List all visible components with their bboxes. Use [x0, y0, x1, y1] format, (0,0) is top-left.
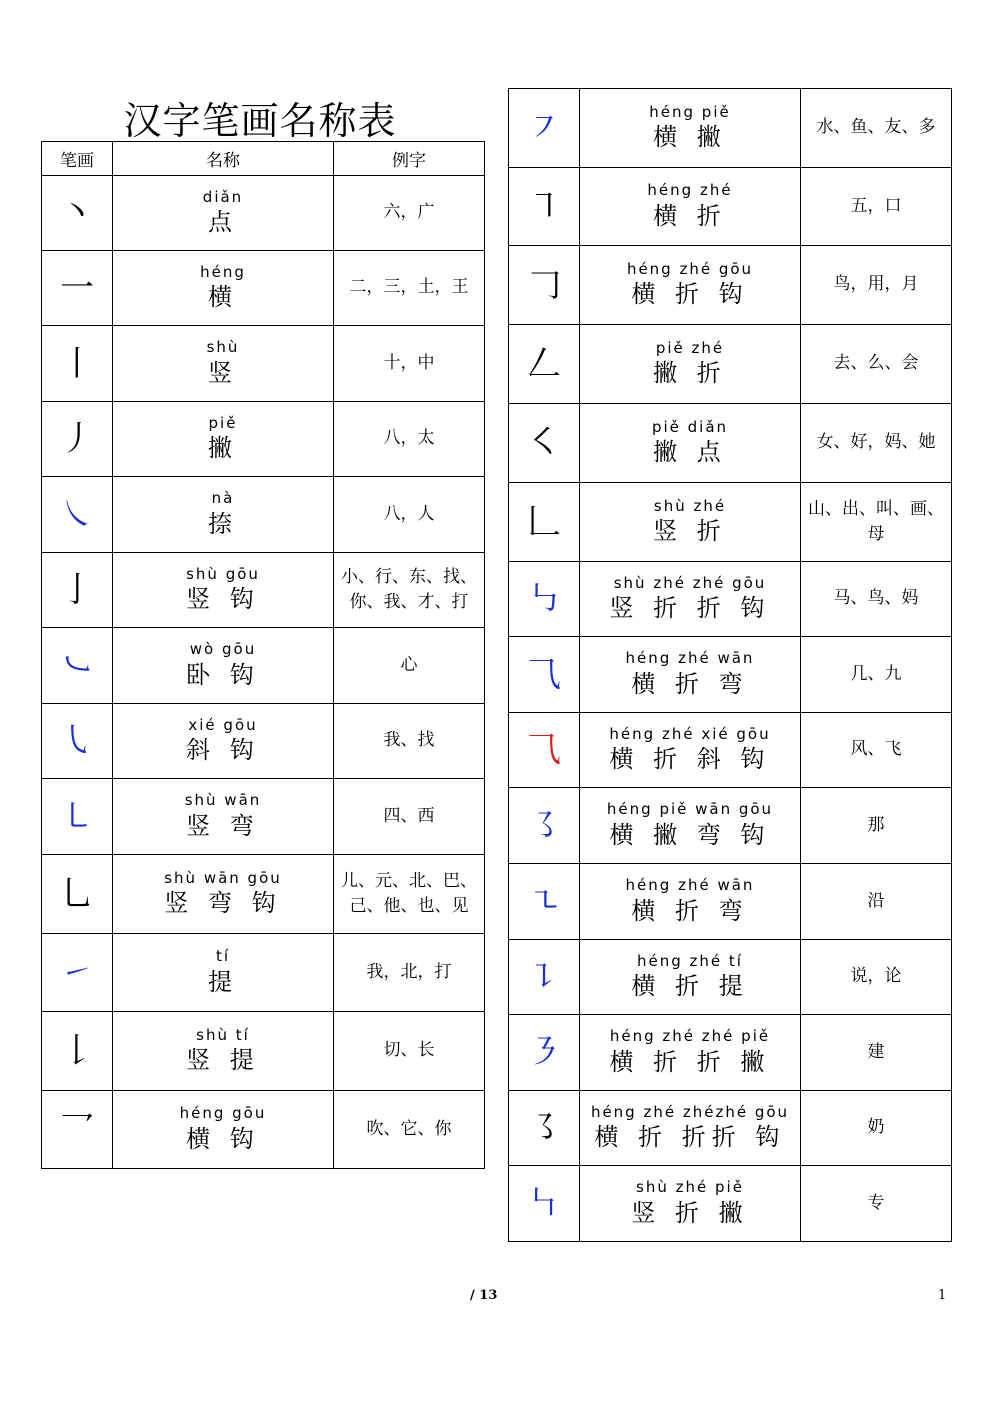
stroke-name-cell	[580, 1091, 801, 1166]
stroke-name: 横 折 弯	[631, 896, 749, 925]
stroke-name: 点	[208, 208, 238, 237]
stroke-name: 撇 点	[653, 438, 727, 467]
stroke-name-cell	[580, 168, 801, 246]
stroke-name-cell	[113, 855, 334, 934]
table-row	[509, 637, 952, 713]
stroke-glyph: 丶	[42, 176, 113, 251]
table-row	[509, 1091, 952, 1166]
example-characters: 十，中	[334, 326, 485, 402]
stroke-glyph: 一	[42, 251, 113, 326]
example-characters: 吹、它、你	[334, 1091, 485, 1169]
stroke-name: 横 折 钩	[631, 280, 749, 309]
stroke-glyph: ⺄	[509, 637, 580, 713]
table-row	[42, 704, 485, 779]
pinyin: héng zhé xié gōu	[609, 724, 771, 743]
stroke-glyph: 𠃊	[509, 483, 580, 562]
example-characters: 鸟，用，月	[801, 246, 952, 325]
table-row	[42, 1012, 485, 1091]
table-row	[42, 402, 485, 477]
pinyin: shù zhé zhé gōu	[613, 573, 767, 592]
pinyin: wò gōu	[189, 640, 257, 659]
table-row	[509, 325, 952, 404]
stroke-glyph: 丿	[42, 402, 113, 477]
table-row	[42, 477, 485, 553]
example-characters: 几、九	[801, 637, 952, 713]
table-row	[509, 562, 952, 637]
stroke-name: 横 钩	[186, 1124, 260, 1153]
example-characters: 奶	[801, 1091, 952, 1166]
pinyin: héng zhé wān	[625, 876, 755, 895]
pinyin: héng zhé	[647, 181, 733, 200]
stroke-name: 横	[208, 283, 238, 312]
stroke-name: 横 折 弯	[631, 669, 749, 698]
table-row	[509, 89, 952, 168]
stroke-glyph: ㇊	[509, 940, 580, 1015]
table-row	[42, 176, 485, 251]
stroke-name-cell	[113, 326, 334, 402]
example-characters: 八，人	[334, 477, 485, 553]
stroke-name-cell	[580, 864, 801, 940]
table-header-row	[42, 142, 485, 176]
example-characters: 儿、元、北、巴、己、他、也、见	[334, 855, 485, 934]
stroke-name-cell	[580, 1166, 801, 1242]
example-characters: 去、么、会	[801, 325, 952, 404]
pinyin: shù zhé	[653, 496, 727, 515]
stroke-name-cell	[113, 779, 334, 855]
stroke-name-cell	[580, 325, 801, 404]
stroke-name-cell	[113, 704, 334, 779]
example-characters: 四、西	[334, 779, 485, 855]
table-row	[42, 934, 485, 1012]
pinyin: héng zhé tí	[637, 951, 743, 970]
stroke-name-cell	[113, 1091, 334, 1169]
stroke-glyph: ㇞	[509, 1166, 580, 1242]
stroke-name-cell	[580, 562, 801, 637]
stroke-name-cell	[113, 553, 334, 628]
pinyin: shù wān gōu	[164, 868, 282, 887]
stroke-name: 竖 折	[653, 517, 727, 546]
pinyin: piě	[208, 413, 238, 432]
table-row	[42, 553, 485, 628]
stroke-name: 竖 弯	[186, 811, 260, 840]
table-row	[42, 326, 485, 402]
stroke-name-cell	[580, 483, 801, 562]
stroke-glyph: 乛	[42, 1091, 113, 1169]
table-row	[509, 168, 952, 246]
stroke-glyph: ㇀	[42, 934, 113, 1012]
stroke-name-cell	[113, 251, 334, 326]
table-row	[509, 788, 952, 864]
example-characters: 马、鸟、妈	[801, 562, 952, 637]
stroke-name: 提	[208, 967, 238, 996]
pinyin: héng piě wān gōu	[606, 800, 774, 819]
example-characters: 切、长	[334, 1012, 485, 1091]
example-characters: 山、出、叫、画、母	[801, 483, 952, 562]
stroke-glyph: ㇄	[42, 779, 113, 855]
stroke-name-cell	[580, 788, 801, 864]
stroke-name-cell	[113, 176, 334, 251]
stroke-glyph: 乚	[42, 855, 113, 934]
pinyin: piě zhé	[655, 338, 725, 357]
table-row	[509, 864, 952, 940]
stroke-name: 横 撇	[653, 123, 727, 152]
pinyin: héng zhé zhé piě	[609, 1027, 771, 1046]
table-row	[42, 251, 485, 326]
stroke-glyph: ㇂	[42, 704, 113, 779]
stroke-name-cell	[580, 1015, 801, 1091]
stroke-name-cell	[113, 934, 334, 1012]
pinyin: héng zhé zhézhé gōu	[590, 1102, 790, 1121]
stroke-glyph: ㇌	[509, 1091, 580, 1166]
stroke-name-cell	[580, 940, 801, 1015]
stroke-glyph: ㇌	[509, 788, 580, 864]
stroke-name-cell	[113, 1012, 334, 1091]
header-examples: 例字	[334, 142, 485, 176]
stroke-name: 横 折 斜 钩	[609, 745, 771, 774]
stroke-name-cell	[113, 402, 334, 477]
example-characters: 建	[801, 1015, 952, 1091]
stroke-name-cell	[580, 637, 801, 713]
example-characters: 风、飞	[801, 713, 952, 788]
pinyin: héng	[200, 262, 246, 281]
stroke-name: 竖 弯 钩	[164, 889, 282, 918]
example-characters: 我、找	[334, 704, 485, 779]
stroke-glyph: ㇏	[42, 477, 113, 553]
example-characters: 二，三，土，王	[334, 251, 485, 326]
pinyin: xié gōu	[188, 715, 258, 734]
example-characters: 五，口	[801, 168, 952, 246]
example-characters: 说，论	[801, 940, 952, 1015]
stroke-name: 竖 提	[186, 1046, 260, 1075]
stroke-name: 撇	[208, 434, 238, 463]
pinyin: shù wān	[184, 791, 262, 810]
header-name: 名称	[113, 142, 334, 176]
stroke-glyph: ㇋	[509, 1015, 580, 1091]
pinyin: héng gōu	[179, 1104, 267, 1123]
stroke-glyph: ⺄	[509, 713, 580, 788]
pinyin: piě diǎn	[651, 417, 729, 436]
stroke-name-cell	[580, 404, 801, 483]
table-row	[509, 713, 952, 788]
page-number: 1	[938, 1288, 947, 1303]
example-characters: 沿	[801, 864, 952, 940]
example-characters: 水、鱼、友、多	[801, 89, 952, 168]
example-characters: 女、好，妈、她	[801, 404, 952, 483]
stroke-name: 捺	[208, 509, 238, 538]
pinyin: tí	[215, 947, 231, 966]
table-row	[509, 404, 952, 483]
stroke-glyph: 𠃌	[509, 246, 580, 325]
pinyin: nà	[211, 489, 235, 508]
stroke-name: 横 折 折折 钩	[594, 1123, 786, 1152]
example-characters: 那	[801, 788, 952, 864]
stroke-name: 横 撇 弯 钩	[609, 820, 771, 849]
example-characters: 专	[801, 1166, 952, 1242]
stroke-glyph: 𠄌	[42, 1012, 113, 1091]
stroke-glyph: ㇃	[42, 628, 113, 704]
pinyin: shù zhé piě	[636, 1178, 744, 1197]
stroke-glyph: ㇉	[509, 562, 580, 637]
table-row	[509, 483, 952, 562]
stroke-glyph: ㇍	[509, 864, 580, 940]
stroke-table-left	[41, 141, 485, 1169]
stroke-glyph: 亅	[42, 553, 113, 628]
stroke-glyph: ㇕	[509, 168, 580, 246]
table-row	[509, 940, 952, 1015]
table-row	[509, 246, 952, 325]
pinyin: shù tí	[196, 1025, 250, 1044]
stroke-name: 斜 钩	[186, 736, 260, 765]
stroke-name: 竖 钩	[186, 585, 260, 614]
page-title: 汉字笔画名称表	[123, 99, 397, 143]
example-characters: 六，广	[334, 176, 485, 251]
stroke-glyph: ㇇	[509, 89, 580, 168]
stroke-glyph: 𠃋	[509, 325, 580, 404]
stroke-name-cell	[580, 89, 801, 168]
stroke-name: 横 折 折 撇	[609, 1047, 771, 1076]
stroke-table-right	[508, 88, 952, 1242]
stroke-name-cell	[580, 713, 801, 788]
stroke-name: 竖 折 撇	[631, 1198, 749, 1227]
stroke-name: 撇 折	[653, 359, 727, 388]
pinyin: shù gōu	[186, 564, 260, 583]
table-row	[42, 628, 485, 704]
table-row	[42, 855, 485, 934]
table-row	[42, 779, 485, 855]
header-stroke: 笔画	[42, 142, 113, 176]
stroke-name-cell	[113, 628, 334, 704]
stroke-name: 横 折 提	[631, 972, 749, 1001]
example-characters: 八，太	[334, 402, 485, 477]
example-characters: 小、行、东、找、你、我、才、打	[334, 553, 485, 628]
example-characters: 我，北，打	[334, 934, 485, 1012]
stroke-name: 竖 折 折 钩	[609, 594, 771, 623]
pinyin: héng zhé gōu	[626, 259, 754, 278]
stroke-glyph: ㇛	[509, 404, 580, 483]
stroke-name-cell	[113, 477, 334, 553]
pinyin: shù	[206, 338, 240, 357]
pinyin: héng zhé wān	[625, 649, 755, 668]
stroke-name: 卧 钩	[186, 660, 260, 689]
stroke-name: 横 折	[653, 201, 727, 230]
table-row	[509, 1015, 952, 1091]
stroke-glyph: 丨	[42, 326, 113, 402]
pinyin: héng piě	[649, 102, 731, 121]
example-characters: 心	[334, 628, 485, 704]
page-total: / 13	[470, 1288, 498, 1303]
table-row	[509, 1166, 952, 1242]
stroke-name-cell	[580, 246, 801, 325]
table-row	[42, 1091, 485, 1169]
pinyin: diǎn	[202, 187, 244, 206]
stroke-name: 竖	[208, 358, 238, 387]
